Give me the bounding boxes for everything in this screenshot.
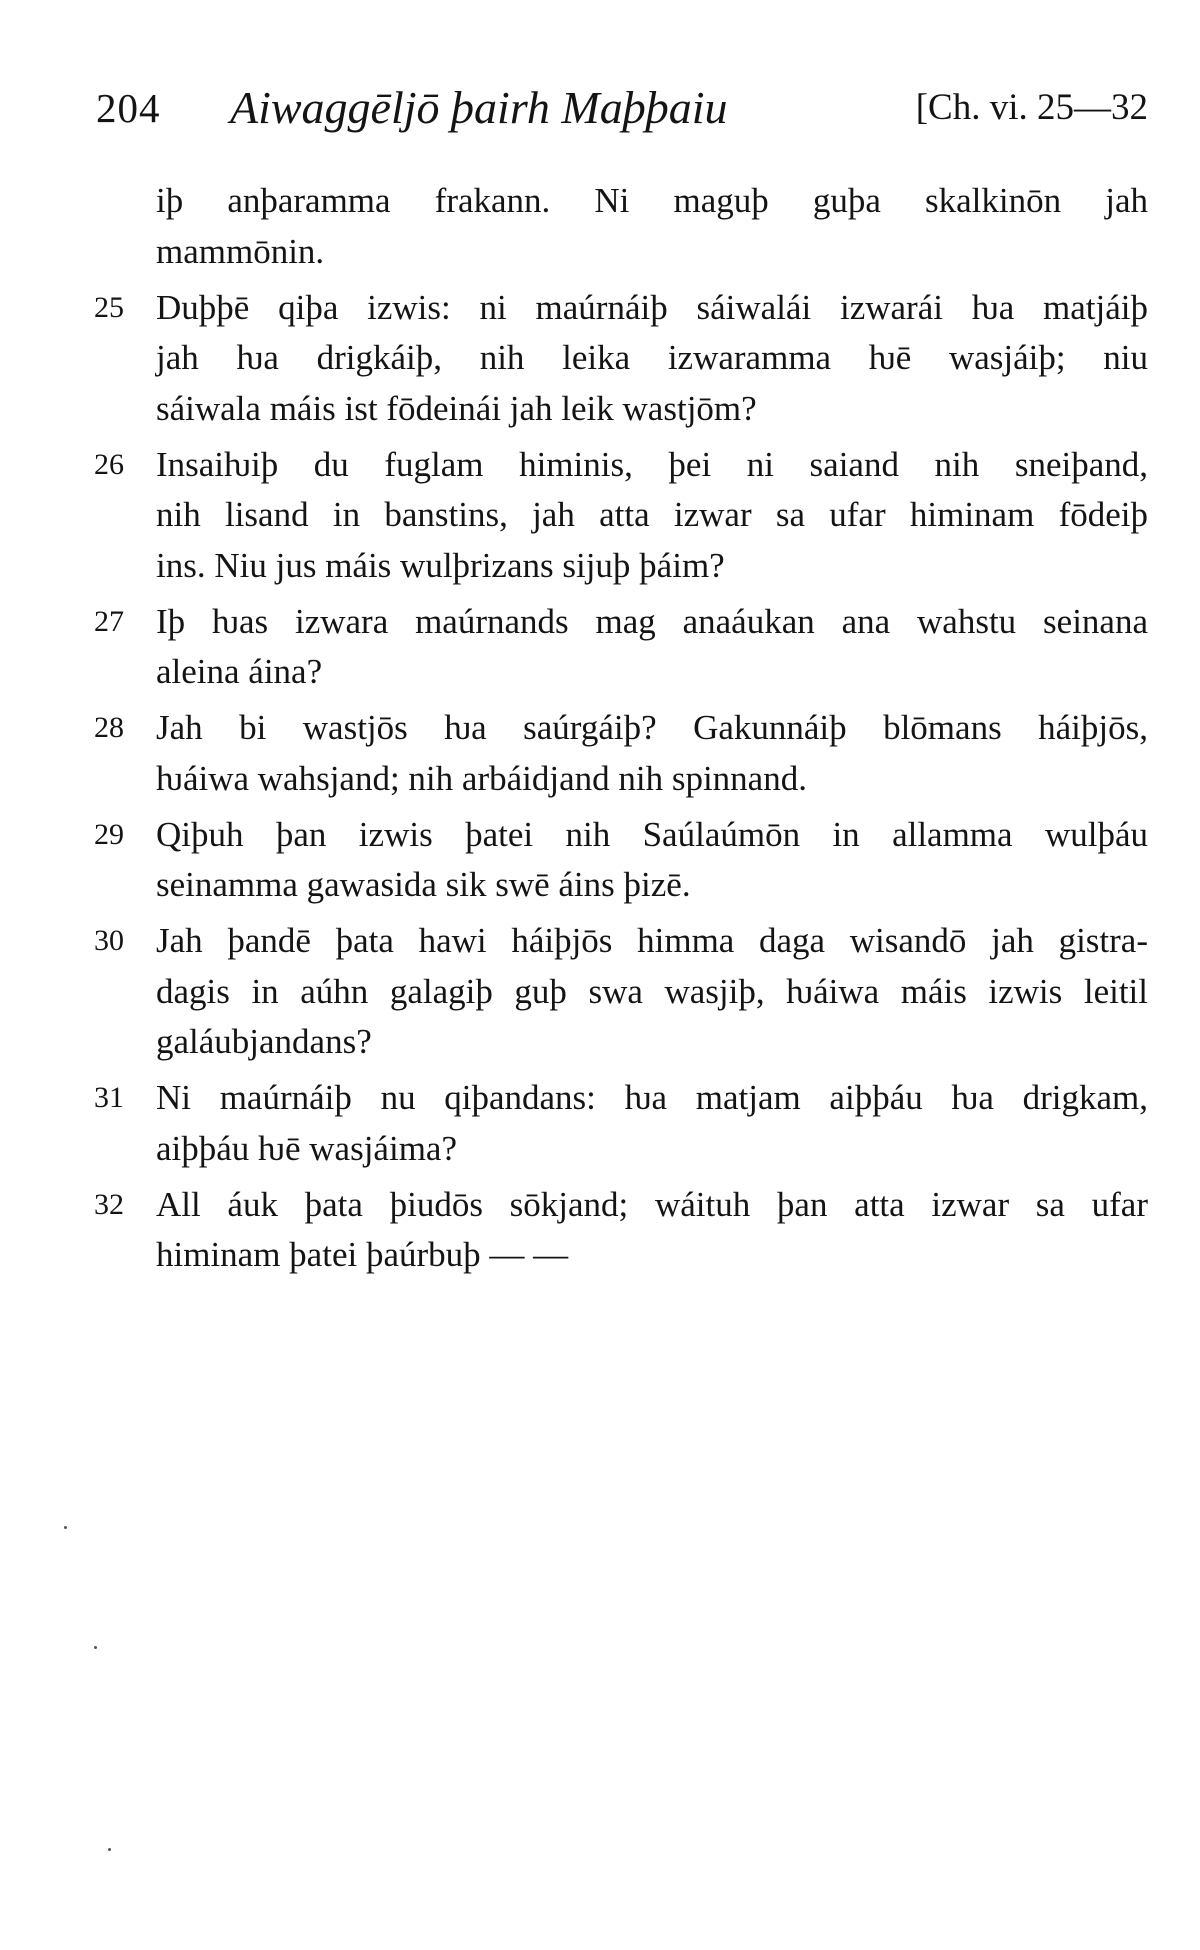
- verse-32: [94, 1180, 1148, 1281]
- page-number: 204: [96, 85, 161, 131]
- verse-line: seinamma gawasida sik swē áins þizē.: [156, 865, 691, 904]
- verse-line: jah ƕa drigkáiþ, nih leika izwaramma ƕē wasjáiþ; niu: [156, 338, 1148, 377]
- verse-31: [94, 1073, 1148, 1174]
- scan-speck: [64, 1526, 67, 1529]
- verse-line: Qiþuh þan izwis þatei nih Saúlaúmōn in allamma wulþáu: [156, 814, 1148, 854]
- verse-line: dagis in aúhn galagiþ guþ swa wasjiþ, ƕáiwa máis izwis leitil: [156, 971, 1148, 1011]
- verse-28: [94, 703, 1148, 804]
- verse-line: All áuk þata þiudōs sōkjand; wáituh þan atta izwar sa ufar: [156, 1184, 1148, 1224]
- verse-line: ƕáiwa wahsjand; nih arbáidjand nih spinnand.: [156, 758, 807, 798]
- verse-line: sáiwala máis ist fōdeinái jah leik wastjōm?: [156, 388, 757, 428]
- verse-25: [94, 283, 1148, 435]
- verse-continuation: [94, 176, 1148, 277]
- verse-line: himinam þatei þaúrbuþ — —: [156, 1235, 569, 1274]
- verse-body: [156, 1073, 1148, 1174]
- verse-line: Jah bi wastjōs ƕa saúrgáiþ? Gakunnáiþ blōmans háiþjōs,: [156, 708, 1148, 747]
- verse-line: nih lisand in banstins, jah atta izwar sa ufar himinam fōdeiþ: [156, 495, 1148, 534]
- verse-body: [156, 176, 1148, 277]
- verse-line: aiþþáu ƕē wasjáima?: [156, 1128, 457, 1168]
- verse-body: [156, 810, 1148, 911]
- scan-speck: [108, 1848, 111, 1851]
- running-title: Aiwaggēljō þairh Maþþaiu: [230, 82, 728, 133]
- verse-29: [94, 810, 1148, 911]
- verse-line: aleina áina?: [156, 652, 323, 691]
- verse-body: [156, 283, 1148, 435]
- verse-number: 25: [94, 290, 124, 324]
- verse-line: iþ anþaramma frakann. Ni maguþ guþa skalkinōn jah: [156, 181, 1148, 220]
- verse-body: [156, 916, 1148, 1068]
- verse-line: Iþ ƕas izwara maúrnands mag anaáukan ana wahstu seinana: [156, 601, 1148, 641]
- verse-line: Ni maúrnáiþ nu qiþandans: ƕa matjam aiþþáu ƕa drigkam,: [156, 1078, 1148, 1117]
- verse-line: Insaiƕiþ du fuglam himinis, þei ni saiand nih sneiþand,: [156, 444, 1148, 484]
- verse-number: 26: [94, 447, 124, 481]
- verse-body: [156, 1180, 1148, 1281]
- running-head: [96, 78, 1148, 138]
- verse-line: Jah þandē þata hawi háiþjōs himma daga wisandō jah gistra-: [156, 921, 1148, 960]
- verse-body: [156, 703, 1148, 804]
- verse-number: 27: [94, 604, 124, 638]
- verse-number: 32: [94, 1187, 124, 1221]
- verse-line: ins. Niu jus máis wulþrizans sijuþ þáim?: [156, 545, 725, 585]
- verse-body: [156, 440, 1148, 592]
- scan-speck: [94, 1646, 97, 1649]
- verse-30: [94, 916, 1148, 1068]
- verse-number: 31: [94, 1081, 124, 1114]
- verse-number: 30: [94, 924, 124, 957]
- verse-line: galáubjandans?: [156, 1022, 372, 1061]
- verse-line: mammōnin.: [156, 231, 325, 271]
- verse-27: [94, 597, 1148, 698]
- verse-number: 28: [94, 711, 124, 744]
- verse-line: Duþþē qiþa izwis: ni maúrnáiþ sáiwalái izwarái ƕa matjáiþ: [156, 287, 1148, 327]
- verse-text: [94, 176, 1148, 1286]
- chapter-reference: [Ch. vi. 25—32: [915, 87, 1148, 128]
- verse-body: [156, 597, 1148, 698]
- verse-number: 29: [94, 817, 124, 851]
- verse-26: [94, 440, 1148, 592]
